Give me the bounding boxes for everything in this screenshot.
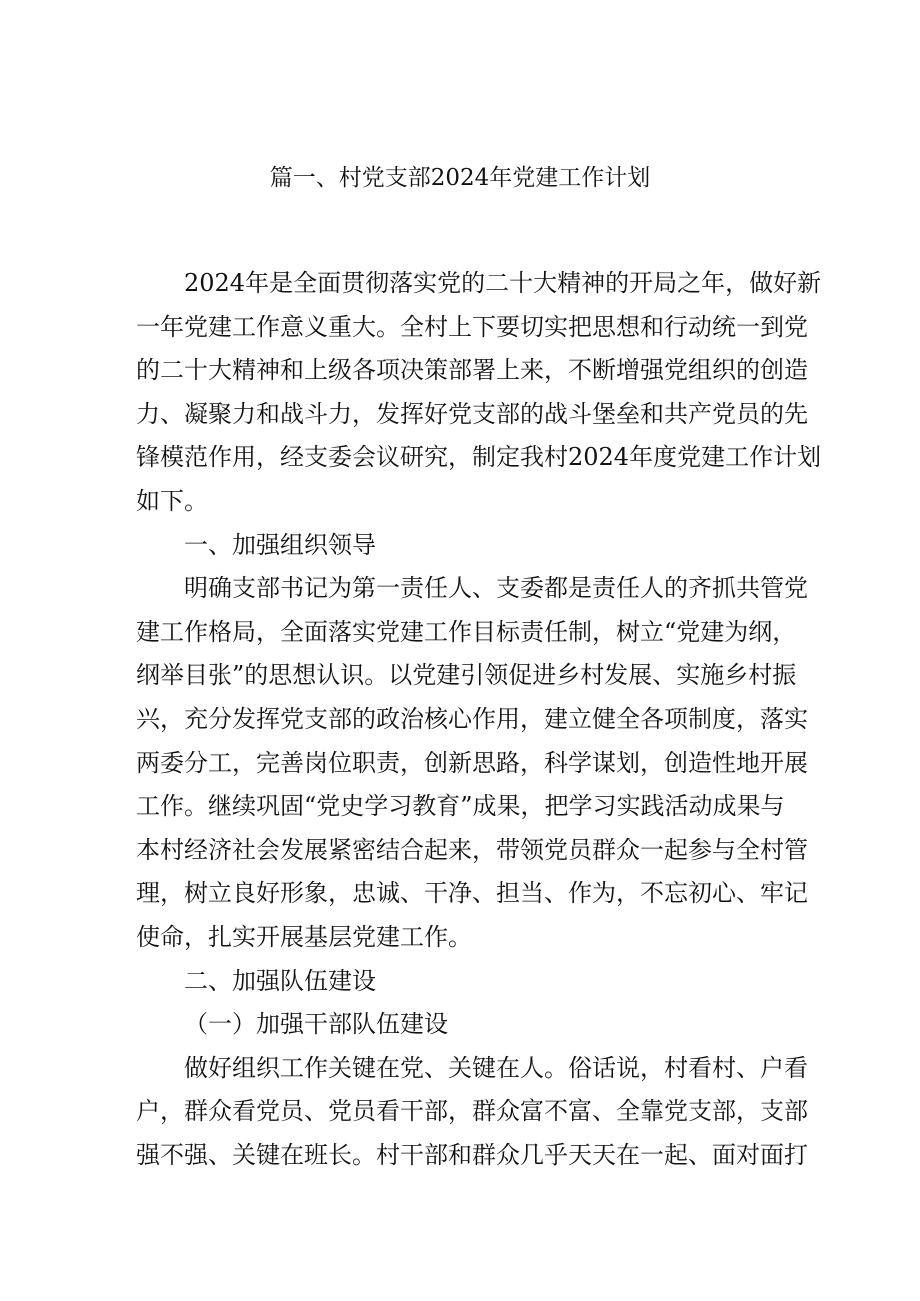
text-line: 户，群众看党员、党员看干部，群众富不富、全靠党支部，支部 xyxy=(136,1097,808,1126)
text-line: 纲举目张”的思想认识。以党建引领促进乡村发展、实施乡村振 xyxy=(136,661,797,690)
text-line: 锋模范作用，经支委会议研究，制定我村2024年度党建工作计划 xyxy=(136,443,822,472)
text-line: 工作。继续巩固“党史学习教育”成果，把学习实践活动成果与 xyxy=(136,792,785,821)
text-line: 做好组织工作关键在党、关键在人。俗话说，村看村、户看 xyxy=(184,1053,808,1082)
text-line: 本村经济社会发展紧密结合起来，带领党员群众一起参与全村管 xyxy=(136,835,808,864)
text-line: 强不强、关键在班长。村干部和群众几乎天天在一起、面对面打 xyxy=(136,1140,808,1169)
section1-paragraph xyxy=(136,567,808,959)
subsection-heading: （一）加强干部队伍建设 xyxy=(184,1010,448,1039)
text-line: 明确支部书记为第一责任人、支委都是责任人的齐抓共管党 xyxy=(184,574,808,603)
document-body xyxy=(136,262,822,1177)
text-line: 两委分工，完善岗位职责，创新思路，科学谋划，创造性地开展 xyxy=(136,748,808,777)
section-heading: 二、加强队伍建设 xyxy=(184,966,376,995)
text-line: 兴，充分发挥党支部的政治核心作用，建立健全各项制度，落实 xyxy=(136,704,808,733)
text-line: 力、凝聚力和战斗力，发挥好党支部的战斗堡垒和共产党员的先 xyxy=(136,399,808,428)
section-heading: 一、加强组织领导 xyxy=(184,530,376,559)
intro-paragraph xyxy=(136,262,822,524)
subsection1-paragraph xyxy=(136,1047,808,1178)
text-line: 理，树立良好形象，忠诚、干净、担当、作为，不忘初心、牢记 xyxy=(136,879,808,908)
document-title: 篇一、村党支部2024年党建工作计划 xyxy=(269,165,651,191)
text-line: 2024年是全面贯彻落实党的二十大精神的开局之年，做好新 xyxy=(184,269,822,297)
text-line: 如下。 xyxy=(136,486,208,515)
text-line: 的二十大精神和上级各项决策部署上来，不断增强党组织的创造 xyxy=(136,356,808,385)
text-line: 使命，扎实开展基层党建工作。 xyxy=(136,922,472,951)
text-line: 建工作格局，全面落实党建工作目标责任制，树立“党建为纲， xyxy=(136,617,797,646)
text-line: 一年党建工作意义重大。全村上下要切实把思想和行动统一到党 xyxy=(136,312,808,341)
